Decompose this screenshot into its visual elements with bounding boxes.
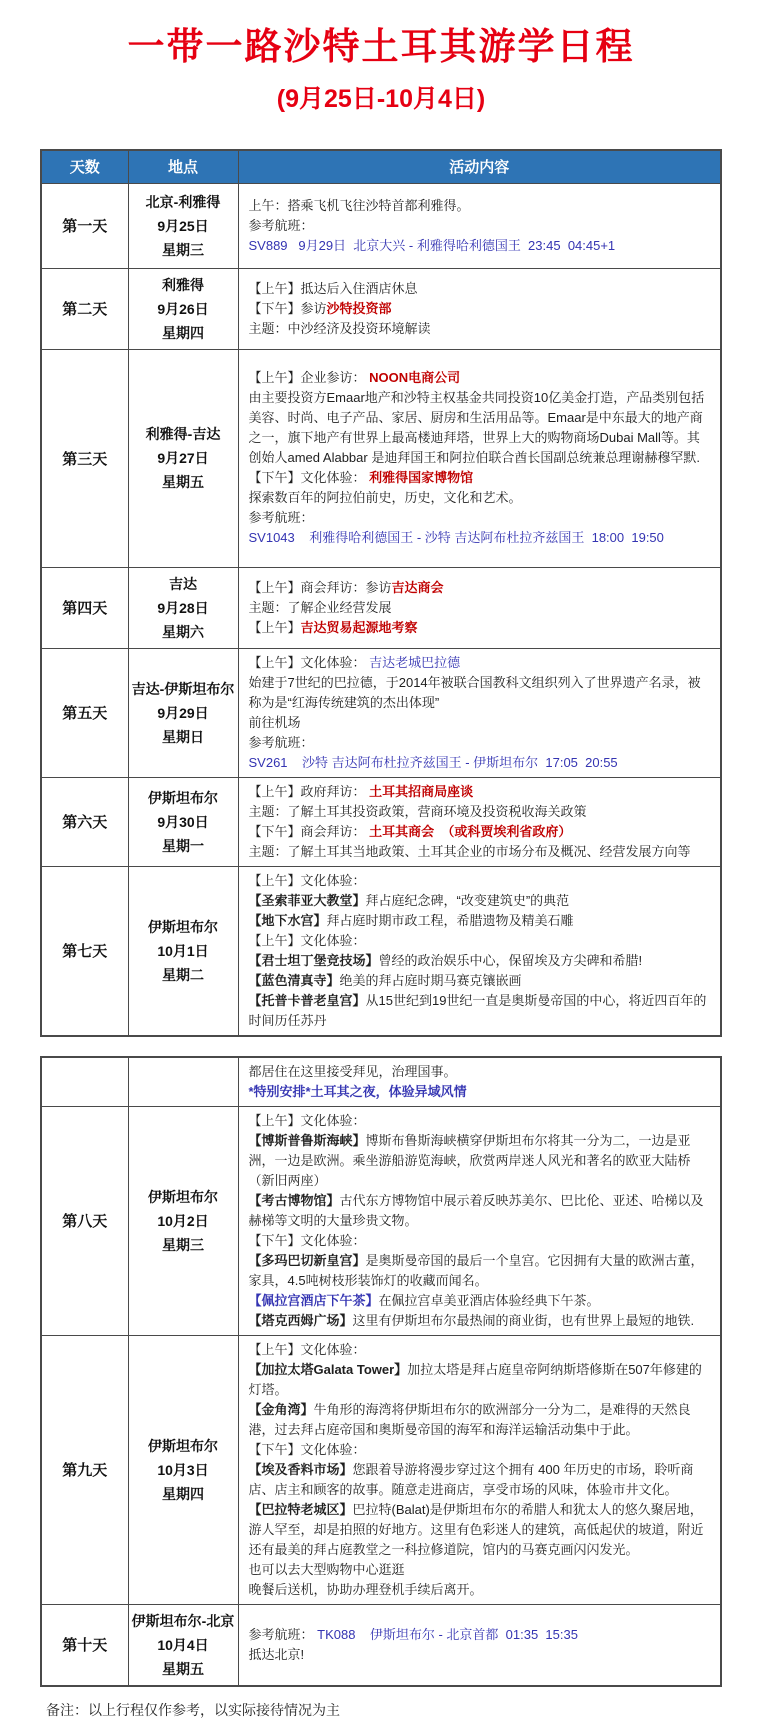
text-segment: 【博斯普鲁斯海峡】 xyxy=(248,1132,366,1148)
location-line: 9月30日 xyxy=(157,813,209,830)
table-row xyxy=(41,777,721,866)
text-segment: 吉达老城巴拉德 xyxy=(369,654,461,670)
activity-cell xyxy=(238,1604,721,1686)
activity-line xyxy=(249,871,711,891)
text-segment: 主题：了解土耳其当地政策、土耳其企业的市场分布及概况、经营发展方向等 xyxy=(248,843,691,859)
text-segment: 参考航班： xyxy=(248,217,314,233)
text-segment: NOON电商公司 xyxy=(369,370,461,385)
text-segment: 【下午】商会拜访： xyxy=(248,823,370,839)
location-line: 伊斯坦布尔-北京 xyxy=(131,1612,235,1629)
text-segment: 【托普卡普老皇宫】 xyxy=(248,992,366,1008)
location-line: 星期五 xyxy=(162,1660,204,1677)
activity-line xyxy=(249,673,711,713)
location-line: 10月1日 xyxy=(157,942,209,959)
text-segment: 【上午】企业参访： xyxy=(248,370,370,385)
location-line: 星期三 xyxy=(162,1236,204,1253)
location-cell xyxy=(128,1335,238,1604)
location-cell xyxy=(128,567,238,648)
text-segment: 【上午】文化体验： xyxy=(248,872,366,888)
location-line: 星期二 xyxy=(162,966,204,983)
location-line: 星期六 xyxy=(162,623,204,640)
text-segment: 博斯布鲁斯海峡横穿伊斯坦布尔将其一分为二，一边是亚洲，一边是欧洲。乘坐游船游览海峡，欣赏两岸迷人风光和著名的欧亚大陆桥（新旧两座） xyxy=(248,1132,691,1188)
text-segment: 【蓝色清真寺】 xyxy=(248,972,340,988)
activity-line xyxy=(249,598,711,618)
activity-line xyxy=(249,1360,711,1400)
text-segment: 吉达商会 xyxy=(391,579,444,595)
text-segment: 土耳其商会 （或科贾埃利省政府） xyxy=(369,823,572,839)
activity-cell xyxy=(238,349,721,567)
text-segment: 【圣索菲亚大教堂】 xyxy=(248,892,366,908)
activity-line xyxy=(249,196,711,216)
text-segment: 土耳其招商局座谈 xyxy=(369,783,474,799)
text-segment: 【多玛巴切新皇宫】 xyxy=(248,1252,366,1268)
text-segment: SV889 9月29日 北京大兴 - 利雅得哈利德国王 23:45 04:45+1 xyxy=(248,237,616,253)
activity-line xyxy=(249,236,711,256)
text-segment: 都居住在这里接受拜见，治理国事。 xyxy=(248,1063,457,1079)
text-segment: 曾经的政治娱乐中心，保留埃及方尖碑和希腊! xyxy=(378,952,643,968)
table-row xyxy=(41,349,721,567)
day-cell: 第二天 xyxy=(41,268,128,349)
activity-cell xyxy=(238,268,721,349)
text-segment: 加拉太塔是拜占庭皇帝阿纳斯塔修斯在507年修建的灯塔。 xyxy=(248,1361,702,1397)
activity-line xyxy=(249,802,711,822)
text-segment: 在佩拉宫卓美亚酒店体验经典下午茶。 xyxy=(378,1292,600,1308)
location-line: 伊斯坦布尔 xyxy=(148,789,218,806)
column-header-location: 地点 xyxy=(128,150,238,183)
location-line: 星期五 xyxy=(162,474,204,490)
table-row xyxy=(41,1604,721,1686)
text-segment: 上午：搭乘飞机飞往沙特首都利雅得。 xyxy=(248,197,470,213)
text-segment: 前往机场 xyxy=(248,714,301,730)
location-cell xyxy=(128,1106,238,1335)
text-segment: 从15世纪到19世纪一直是奥斯曼帝国的中心，将近四百年的时间历任苏丹 xyxy=(248,992,707,1028)
table-row xyxy=(41,648,721,777)
activity-line xyxy=(249,1440,711,1460)
table-row xyxy=(41,866,721,1036)
table-row xyxy=(41,1335,721,1604)
itinerary-table-2 xyxy=(40,1056,722,1687)
text-segment: 主题：中沙经济及投资环境解读 xyxy=(248,320,431,336)
text-segment: 参考航班： xyxy=(248,510,314,525)
text-segment: 巴拉特(Balat)是伊斯坦布尔的希腊人和犹太人的悠久聚居地，游人罕至，却是拍照的好地方。这里有色彩迷人的建筑，高低起伏的坡道，附近还有最美的拜占庭教堂之一科拉修道院，馆内的马赛克画闪闪发光。 xyxy=(248,1501,704,1557)
activity-cell xyxy=(238,777,721,866)
location-line: 9月25日 xyxy=(157,217,209,234)
activity-cell xyxy=(238,1057,721,1107)
activity-line xyxy=(249,618,711,638)
activity-cell xyxy=(238,567,721,648)
activity-cell xyxy=(238,183,721,268)
text-segment: 【下午】文化体验： xyxy=(248,1441,366,1457)
table-row xyxy=(41,183,721,268)
activity-line xyxy=(249,891,711,911)
table-row xyxy=(41,1106,721,1335)
activity-line xyxy=(249,1062,711,1082)
activity-line xyxy=(249,1251,711,1291)
column-header-days: 天数 xyxy=(41,150,128,183)
footnote: 备注：以上行程仅作参考，以实际接待情况为主 xyxy=(46,1701,340,1718)
text-segment: 牛角形的海湾将伊斯坦布尔的欧洲部分一分为二，是难得的天然良港，过去拜占庭帝国和奥斯曼帝国的海军和海洋运输活动集中于此。 xyxy=(248,1401,691,1437)
text-segment: 是奥斯曼帝国的最后一个皇宫。它因拥有大量的欧洲古董，家具，4.5吨树枝形装饰灯的收藏而闻名。 xyxy=(248,1252,704,1288)
activity-line xyxy=(249,216,711,236)
text-segment: 【上午】文化体验： xyxy=(248,1112,366,1128)
location-line: 伊斯坦布尔 xyxy=(148,1437,218,1454)
day-cell: 第四天 xyxy=(41,567,128,648)
text-segment: *特别安排*土耳其之夜，体验异域风情 xyxy=(248,1083,467,1099)
activity-line xyxy=(249,842,711,862)
text-segment: SV261 沙特 吉达阿布杜拉齐兹国王 - 伊斯坦布尔 17:05 20:55 xyxy=(248,754,618,770)
activity-line xyxy=(249,1340,711,1360)
text-segment: 【佩拉宫酒店下午茶】 xyxy=(248,1292,379,1308)
location-line: 星期四 xyxy=(162,1485,204,1502)
text-segment: 主题：了解土耳其投资政策，营商环境及投资税收海关政策 xyxy=(248,803,587,819)
header-row xyxy=(41,150,721,183)
activity-line xyxy=(249,299,711,319)
location-line: 利雅得 xyxy=(162,276,204,293)
location-line: 星期三 xyxy=(162,241,204,258)
activity-line xyxy=(249,368,711,388)
location-line: 伊斯坦布尔 xyxy=(148,1188,218,1205)
activity-line xyxy=(249,468,711,488)
text-segment: 您跟着导游将漫步穿过这个拥有 400 年历史的市场，聆听商店、店主和顾客的故事。随意走进商店，享受市场的风味，体验市井文化。 xyxy=(248,1461,694,1497)
activity-line xyxy=(249,388,711,468)
itinerary-table-1 xyxy=(40,149,722,1037)
activity-line xyxy=(249,1500,711,1560)
activity-line xyxy=(249,1111,711,1131)
activity-line xyxy=(249,753,711,773)
location-cell xyxy=(128,183,238,268)
text-segment: 绝美的拜占庭时期马赛克镶嵌画 xyxy=(339,972,522,988)
text-segment: 【上午】商会拜访：参访 xyxy=(248,579,392,595)
activity-line xyxy=(249,782,711,802)
text-segment: 【上午】 xyxy=(248,619,301,635)
location-cell xyxy=(128,1604,238,1686)
text-segment: 【埃及香料市场】 xyxy=(248,1461,353,1477)
day-cell: 第三天 xyxy=(41,349,128,567)
activity-line xyxy=(249,319,711,339)
location-line: 9月29日 xyxy=(157,704,209,721)
activity-line xyxy=(249,951,711,971)
text-segment: 【下午】文化体验： xyxy=(248,1232,366,1248)
activity-line xyxy=(249,991,711,1031)
text-segment: 吉达贸易起源地考察 xyxy=(300,619,418,635)
text-segment: 晚餐后送机，协助办理登机手续后离开。 xyxy=(248,1581,483,1597)
day-cell: 第十天 xyxy=(41,1604,128,1686)
day-cell: 第七天 xyxy=(41,866,128,1036)
page-title: 一带一路沙特土耳其游学日程 xyxy=(127,26,635,67)
location-line: 星期日 xyxy=(162,728,204,745)
text-segment: 这里有伊斯坦布尔最热闹的商业街，也有世界上最短的地铁. xyxy=(352,1312,695,1328)
activity-line xyxy=(249,931,711,951)
text-segment: 探索数百年的阿拉伯前史，历史，文化和艺术。 xyxy=(248,490,522,505)
activity-line xyxy=(249,911,711,931)
text-segment: 沙特投资部 xyxy=(326,300,392,316)
location-line: 10月2日 xyxy=(157,1212,209,1229)
day-cell: 第九天 xyxy=(41,1335,128,1604)
location-cell xyxy=(128,648,238,777)
location-line: 北京-利雅得 xyxy=(145,193,221,210)
text-segment: 【塔克西姆广场】 xyxy=(248,1312,353,1328)
activity-line xyxy=(249,1311,711,1331)
activity-line xyxy=(249,653,711,673)
table-row xyxy=(41,1057,721,1107)
activity-line xyxy=(249,1082,711,1102)
location-cell xyxy=(128,866,238,1036)
text-segment: 拜占庭纪念碑，“改变建筑史”的典范 xyxy=(365,892,570,908)
text-segment: 【金角湾】 xyxy=(248,1401,314,1417)
text-segment: 利雅得国家博物馆 xyxy=(369,470,474,485)
activity-line xyxy=(249,822,711,842)
activity-cell xyxy=(238,866,721,1036)
text-segment: 【君士坦丁堡竞技场】 xyxy=(248,952,379,968)
location-line: 吉达 xyxy=(169,575,197,592)
day-cell: 第一天 xyxy=(41,183,128,268)
text-segment: 主题：了解企业经营发展 xyxy=(248,599,392,615)
location-cell xyxy=(128,1057,238,1107)
activity-line xyxy=(249,488,711,508)
day-cell: 第六天 xyxy=(41,777,128,866)
location-line: 9月26日 xyxy=(157,300,209,317)
text-segment: 【上午】政府拜访： xyxy=(248,783,370,799)
location-line: 10月4日 xyxy=(157,1636,209,1653)
activity-line xyxy=(249,1460,711,1500)
text-segment: SV1043 利雅得哈利德国王 - 沙特 吉达阿布杜拉齐兹国王 18:00 19:50 xyxy=(248,530,664,545)
location-cell xyxy=(128,268,238,349)
location-line: 10月3日 xyxy=(157,1461,209,1478)
text-segment: 【上午】文化体验： xyxy=(248,1341,366,1357)
location-line: 9月27日 xyxy=(157,450,209,466)
activity-line xyxy=(249,713,711,733)
location-line: 星期四 xyxy=(162,324,204,341)
activity-line xyxy=(249,1291,711,1311)
text-segment: 参考航班： xyxy=(248,734,314,750)
text-segment: 【上午】抵达后入住酒店休息 xyxy=(248,280,418,296)
activity-line xyxy=(249,279,711,299)
text-segment: 参考航班： xyxy=(248,1626,318,1642)
text-segment: 抵达北京! xyxy=(248,1646,305,1662)
table-row xyxy=(41,268,721,349)
text-segment: 也可以去大型购物中心逛逛 xyxy=(248,1561,405,1577)
text-segment: 【上午】文化体验： xyxy=(248,654,370,670)
activity-line xyxy=(249,1231,711,1251)
activity-line xyxy=(249,508,711,528)
activity-line xyxy=(249,1580,711,1600)
activity-line xyxy=(249,528,711,548)
day-cell xyxy=(41,1057,128,1107)
location-line: 利雅得-吉达 xyxy=(145,426,221,442)
text-segment: 【巴拉特老城区】 xyxy=(248,1501,353,1517)
activity-line xyxy=(249,578,711,598)
activity-cell xyxy=(238,1335,721,1604)
text-segment: 拜占庭时期市政工程，希腊遗物及精美石雕 xyxy=(326,912,574,928)
activity-cell xyxy=(238,648,721,777)
page-subtitle: (9月25日-10月4日) xyxy=(276,85,486,113)
activity-line xyxy=(249,1191,711,1231)
activity-line xyxy=(249,1625,711,1645)
activity-line xyxy=(249,733,711,753)
text-segment: 古代东方博物馆中展示着反映苏美尔、巴比伦、亚述、哈梯以及赫梯等文明的大量珍贵文物。 xyxy=(248,1192,704,1228)
activity-line xyxy=(249,971,711,991)
activity-line xyxy=(249,1400,711,1440)
day-cell: 第五天 xyxy=(41,648,128,777)
text-segment: 【上午】文化体验： xyxy=(248,932,366,948)
column-header-activities: 活动内容 xyxy=(238,150,721,183)
location-line: 星期一 xyxy=(162,837,204,854)
text-segment: 始建于7世纪的巴拉德，于2014年被联合国教科文组织列入了世界遗产名录，被称为是“红海传统建筑的杰出体现” xyxy=(248,674,701,710)
text-segment: 【地下水宫】 xyxy=(248,912,327,928)
activity-line xyxy=(249,1560,711,1580)
location-line: 9月28日 xyxy=(157,599,209,616)
day-cell: 第八天 xyxy=(41,1106,128,1335)
activity-line xyxy=(249,1645,711,1665)
location-cell xyxy=(128,349,238,567)
text-segment: 【下午】参访 xyxy=(248,300,327,316)
text-segment: TK088 伊斯坦布尔 - 北京首都 01:35 15:35 xyxy=(317,1626,578,1642)
text-segment: 【考古博物馆】 xyxy=(248,1192,340,1208)
text-segment: 由主要投资方Emaar地产和沙特主权基金共同投资10亿美金打造，产品类别包括美容、时尚、电子产品、家居、厨房和生活用品等。Emaar是中东最大的地产商之一，旗下地产有世界上最高楼迪拜塔，世界上大的购物商场Dubai Mall等。其创始人amed Alabbar 是迪拜国王和阿拉伯联合酋长国副总统兼总理谢赫穆罕默. xyxy=(248,390,705,465)
location-line: 伊斯坦布尔 xyxy=(148,918,218,935)
text-segment: 【加拉太塔Galata Tower】 xyxy=(248,1361,408,1377)
text-segment: 【下午】文化体验： xyxy=(248,470,370,485)
location-cell xyxy=(128,777,238,866)
activity-cell xyxy=(238,1106,721,1335)
table-row xyxy=(41,567,721,648)
activity-line xyxy=(249,1131,711,1191)
itinerary-tables xyxy=(0,149,762,1687)
location-line: 吉达-伊斯坦布尔 xyxy=(131,680,235,697)
